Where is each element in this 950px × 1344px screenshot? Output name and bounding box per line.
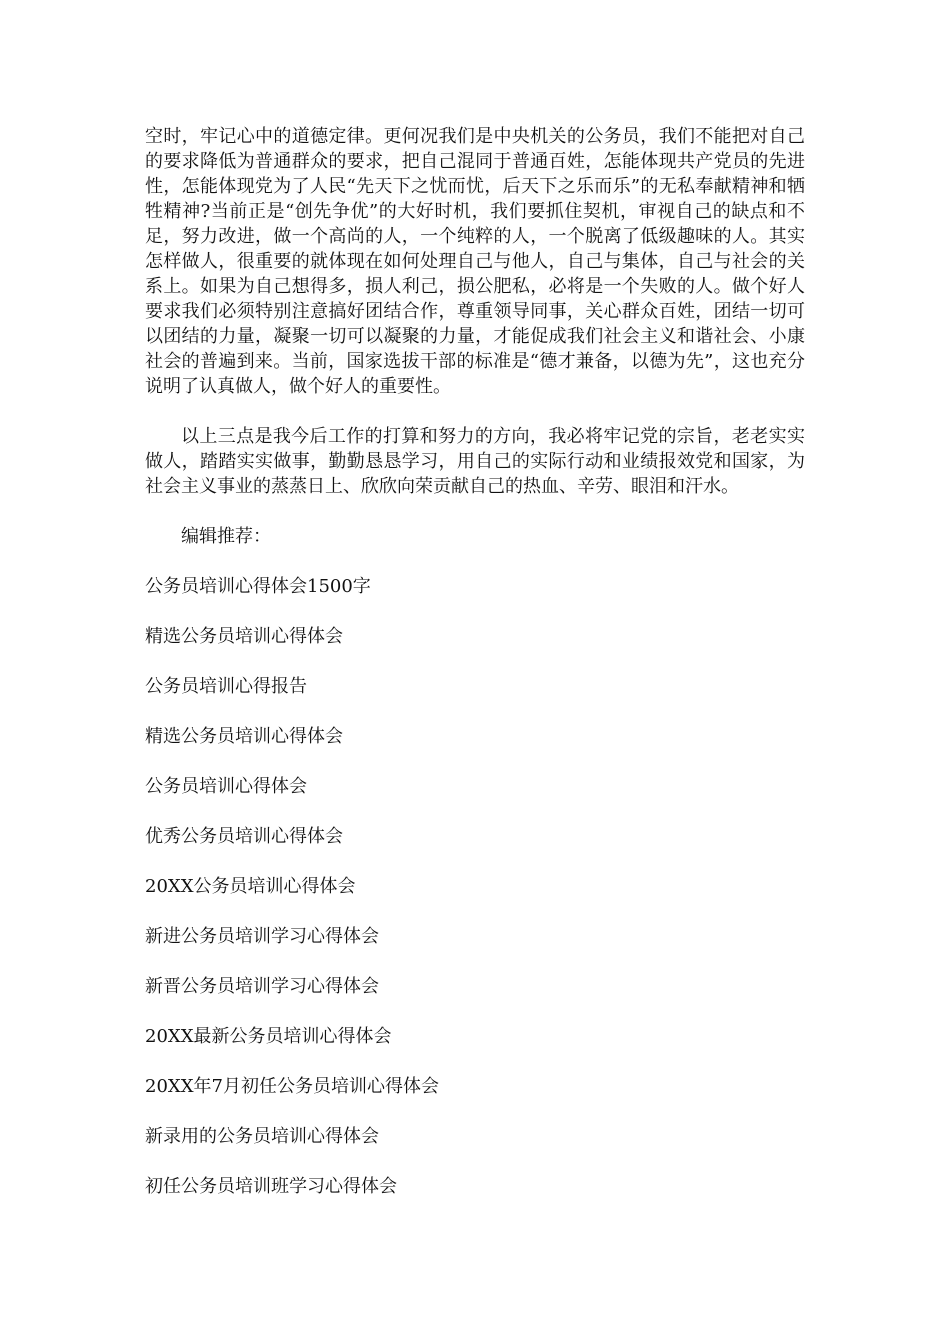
recommend-link-11[interactable]: 20XX年7月初任公务员培训心得体会 xyxy=(145,1076,439,1097)
recommend-link-10[interactable]: 20XX最新公务员培训心得体会 xyxy=(145,1026,392,1047)
recommend-link-12[interactable]: 新录用的公务员培训心得体会 xyxy=(145,1126,379,1147)
recommend-link-2[interactable]: 精选公务员培训心得体会 xyxy=(145,626,343,647)
recommend-link-8[interactable]: 新进公务员培训学习心得体会 xyxy=(145,926,379,947)
recommend-link-3[interactable]: 公务员培训心得报告 xyxy=(145,676,307,697)
recommend-link-9[interactable]: 新晋公务员培训学习心得体会 xyxy=(145,976,379,997)
recommend-heading: 编辑推荐： xyxy=(181,526,271,547)
recommend-link-5[interactable]: 公务员培训心得体会 xyxy=(145,776,307,797)
body-paragraph-1: 空时，牢记心中的道德定律。更何况我们是中央机关的公务员，我们不能把对自己的要求降低为普通群众的要求，把自己混同于普通百姓，怎能体现共产党员的先进性，怎能体现党为了人民“先天下之忧而忧，后天下之乐而乐”的无私奉献精神和牺牲精神?当前正是“创先争优”的大好时机，我们要抓住契机，审视自己的缺点和不足，努力改进，做一个高尚的人，一个纯粹的人，一个脱离了低级趣味的人。其实怎样做人，很重要的就体现在如何处理自己与他人，自己与集体，自己与社会的关系上。如果为自己想得多，损人利己，损公肥私，必将是一个失败的人。做个好人要求我们必须特别注意搞好团结合作，尊重领导同事，关心群众百姓，团结一切可以团结的力量，凝聚一切可以凝聚的力量，才能促成我们社会主义和谐社会、小康社会的普遍到来。当前，国家选拔干部的标准是“德才兼备，以德为先”，这也充分说明了认真做人，做个好人的重要性。 xyxy=(145,126,805,397)
recommend-link-4[interactable]: 精选公务员培训心得体会 xyxy=(145,726,343,747)
recommend-link-1[interactable]: 公务员培训心得体会1500字 xyxy=(145,576,371,597)
recommend-link-13[interactable]: 初任公务员培训班学习心得体会 xyxy=(145,1176,397,1197)
recommend-list xyxy=(145,574,805,1199)
recommend-link-6[interactable]: 优秀公务员培训心得体会 xyxy=(145,826,343,847)
document-page xyxy=(145,124,805,1224)
recommend-link-7[interactable]: 20XX公务员培训心得体会 xyxy=(145,876,356,897)
body-paragraph-2: 以上三点是我今后工作的打算和努力的方向，我必将牢记党的宗旨，老老实实做人，踏踏实实做事，勤勤恳恳学习，用自己的实际行动和业绩报效党和国家，为社会主义事业的蒸蒸日上、欣欣向荣贡献自己的热血、辛劳、眼泪和汗水。 xyxy=(145,426,805,497)
